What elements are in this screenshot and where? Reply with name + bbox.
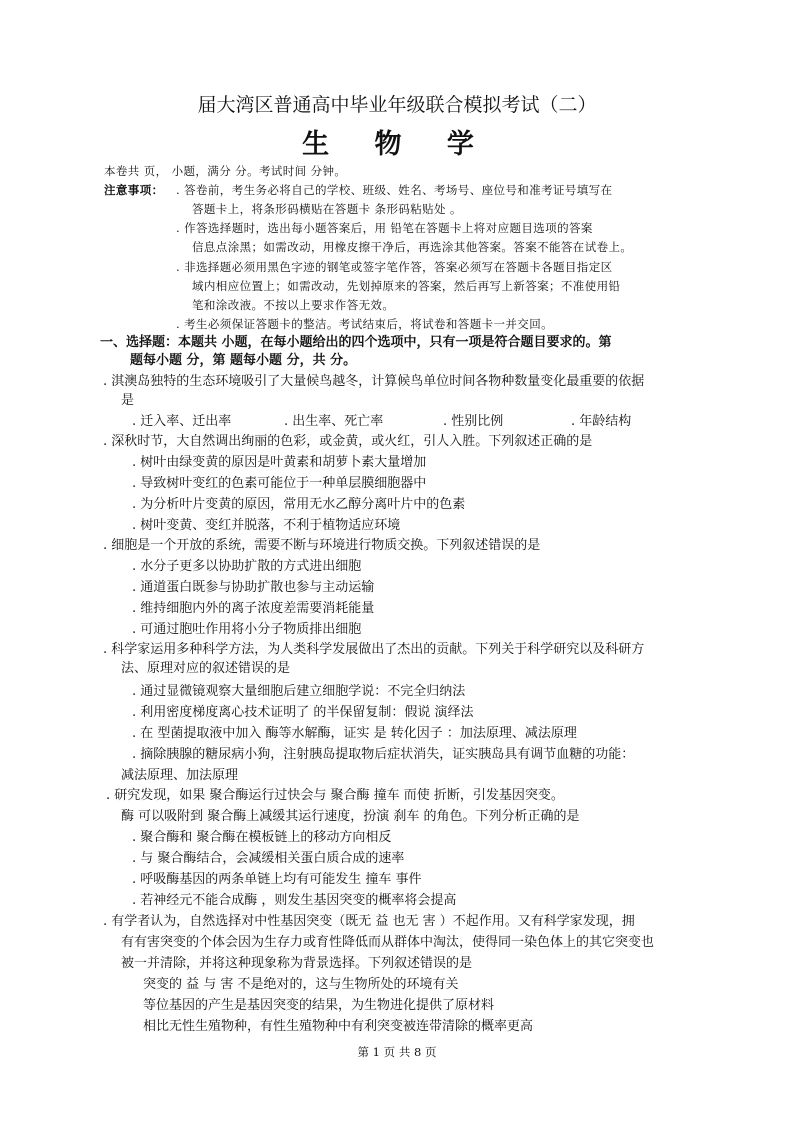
question-option: . 与 聚合酶结合，会减缓相关蛋白质合成的速率 [132, 851, 405, 866]
notice-item: 答题卡上，将条形码横贴在答题卡 条形码粘贴处 。 [192, 202, 462, 216]
question-stem: 是 [121, 393, 135, 408]
question-stem: 酶 可以吸附到 聚合酶上减缓其运行速度，扮演 刹车 的角色。下列分析正确的是 [121, 809, 580, 824]
notice-label: 注意事项： [104, 183, 164, 197]
question-option: . 呼吸酶基因的两条单链上均有可能发生 撞车 事件 [132, 872, 422, 887]
question-option: . 出生率、死亡率 [284, 414, 384, 429]
question-option: . 通道蛋白既参与协助扩散也参与主动运输 [132, 580, 375, 595]
question-option: . 可通过胞吐作用将小分子物质排出细胞 [132, 622, 362, 637]
notice-item: . 作答选择题时，选出每小题答案后，用 铅笔在答题卡上将对应题目选项的答案 [176, 221, 593, 235]
question-option: . 通过显微镜观察大量细胞后建立细胞学说：不完全归纳法 [132, 684, 466, 699]
question-option: . 迁入率、迁出率 [132, 414, 232, 429]
question-stem: . 有学者认为，自然选择对中性基因突变（既无 益 也无 害 ）不起作用。又有科学家发现，拥 [103, 914, 635, 929]
question-stem: . 科学家运用多种科学方法，为人类科学发展做出了杰出的贡献。下列关于科学研究以及科研方 [103, 642, 645, 657]
subject-title: 生 物 学 [302, 129, 492, 160]
exam-intro: 本卷共 页， 小题，满分 分。考试时间 分钟。 [104, 164, 347, 178]
question-option: . 为分析叶片变黄的原因，常用无水乙醇分离叶片中的色素 [132, 497, 466, 512]
question-option: . 导致树叶变红的色素可能位于一种单层膜细胞器中 [132, 476, 427, 491]
question-stem: . 深秋时节，大自然调出绚丽的色彩，或金黄，或火红，引人入胜。下列叙述正确的是 [103, 434, 593, 449]
question-option: 突变的 益 与 害 不是绝对的，这与生物所处的环境有关 [143, 977, 459, 992]
notice-item: . 答卷前，考生务必将自己的学校、班级、姓名、考场号、座位号和准考证号填写在 [176, 183, 613, 197]
exam-title: 届大湾区普通高中毕业年级联合模拟考试（二） [197, 94, 597, 116]
question-option: . 维持细胞内外的离子浓度差需要消耗能量 [132, 601, 375, 616]
question-stem: . 研究发现，如果 聚合酶运行过快会与 聚合酶 撞车 而使 折断，引发基因突变。 [106, 788, 564, 803]
question-option: . 年龄结构 [571, 414, 632, 429]
question-option: . 水分子更多以协助扩散的方式进出细胞 [132, 559, 362, 574]
question-stem: 法、原理对应的叙述错误的是 [121, 661, 291, 676]
question-option: . 性别比例 [443, 414, 504, 429]
question-stem: . 细胞是一个开放的系统，需要不断与环境进行物质交换。下列叙述错误的是 [103, 538, 541, 553]
notice-item: . 考生必须保证答题卡的整洁。考试结束后，将试卷和答题卡一并交回。 [176, 317, 554, 331]
question-stem: 有有害突变的个体会因为生存力或育性降低而从群体中淘汰，使得同一染色体上的其它突变也 [121, 935, 655, 950]
section-heading-cont: 题每小题 分，第 题每小题 分，共 分。 [130, 353, 357, 368]
question-option: . 摘除胰腺的糖尿病小狗，注射胰岛提取物后症状消失，证实胰岛具有调节血糖的功能： [132, 747, 635, 762]
question-option-cont: 减法原理、加法原理 [121, 768, 239, 783]
section-heading: 一、选择题：本题共 小题，在每小题给出的四个选项中，只有一项是符合题目要求的。第 [100, 335, 612, 350]
question-option: 等位基因的产生是基因突变的结果，为生物进化提供了原材料 [143, 998, 495, 1013]
question-option: . 在 型菌提取液中加入 酶等水解酶，证实 是 转化因子 ：加法原理、减法原理 [132, 726, 577, 741]
notice-item: 笔和涂改液。不按以上要求作答无效。 [192, 298, 395, 312]
question-stem: . 淇澳岛独特的生态环境吸引了大量候鸟越冬，计算候鸟单位时间各物种数量变化最重要的依据 [103, 374, 645, 389]
page-number: 第 1 页 共 8 页 [357, 1045, 437, 1059]
question-option: . 树叶由绿变黄的原因是叶黄素和胡萝卜素大量增加 [132, 455, 427, 470]
notice-item: . 非选择题必须用黑色字迹的钢笔或签字笔作答，答案必须写在答题卡各题目指定区 [176, 260, 613, 274]
question-option: . 聚合酶和 聚合酶在模板链上的移动方向相反 [132, 830, 392, 845]
question-option: . 树叶变黄、变红并脱落，不利于植物适应环境 [132, 518, 401, 533]
question-option: 相比无性生殖物种，有性生殖物种中有利突变被连带清除的概率更高 [143, 1019, 534, 1034]
question-option: . 利用密度梯度离心技术证明了 的半保留复制：假说 演绎法 [132, 705, 474, 720]
question-stem: 被一并清除，并将这种现象称为背景选择。下列叙述错误的是 [121, 956, 473, 971]
question-option: . 若神经元不能合成酶 ，则发生基因突变的概率将会提高 [132, 893, 457, 908]
notice-item: 域内相应位置上；如需改动，先划掉原来的答案，然后再写上新答案；不准使用铅 [192, 279, 621, 293]
notice-item: 信息点涂黑；如需改动，用橡皮擦干净后，再选涂其他答案。答案不能答在试卷上。 [192, 240, 633, 254]
